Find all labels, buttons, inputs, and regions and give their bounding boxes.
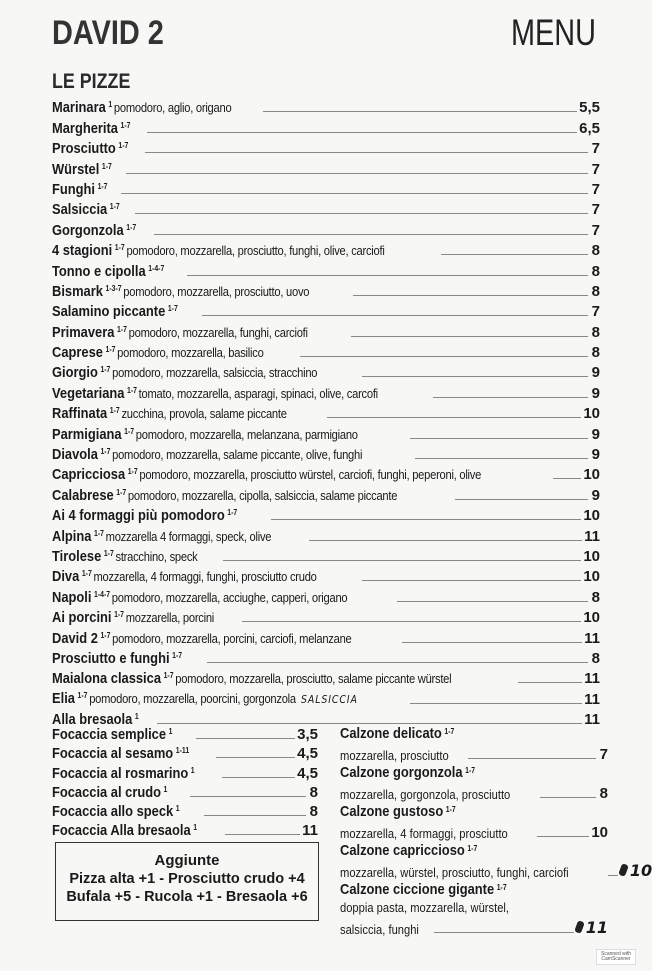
item-price: 11 [584,711,600,729]
allergen-codes: 1-7 [109,406,120,416]
item-description: mozzarella, würstel, prosciutto, funghi, carciofi [340,865,569,880]
item-description: pomodoro, mozzarella, porcini, carciofi, melanzane [112,630,352,646]
calzone-name-row [340,802,608,821]
item-price: 10 [583,609,600,627]
item-price: 8 [591,588,600,606]
item-name: Caprese [52,344,103,362]
focaccia-item [52,801,318,820]
item-price: 4,5 [297,745,318,763]
item-name: Salsiccia [52,201,108,219]
item-price: 7 [591,140,600,158]
item-description: mozzarella, 4 formaggi, funghi, prosciutto crudo [93,569,317,585]
item-description: pomodoro, aglio, origano [113,100,232,116]
menu-item [52,280,600,300]
calzone-name-row [340,763,608,782]
item-price: 7 [599,746,608,763]
item-name: Focaccia Alla bresaola [52,822,191,840]
leader-line [223,560,581,561]
leader-line [433,397,588,398]
item-price: 8 [591,344,600,362]
item-text [340,763,477,782]
leader-line [271,519,581,520]
item-text [340,841,479,860]
item-description: pomodoro, mozzarella, cipolla, salsiccia, salame piccante [127,487,398,503]
allergen-codes: 1-3-7 [105,283,122,293]
item-name: David 2 [52,629,98,647]
item-price: 8 [591,262,600,280]
item-text [52,324,308,341]
item-text [52,784,169,801]
allergen-codes: 1-7 [120,120,131,130]
leader-line [216,757,296,758]
item-price: 10 [583,568,600,586]
leader-line [553,478,581,479]
leader-line [263,111,578,112]
allergen-codes: 1-7 [126,222,137,232]
item-description: pomodoro, mozzarella, acciughe, capperi, origano [111,589,348,605]
leader-line [196,738,295,739]
item-text [52,745,191,762]
item-price: 6,5 [579,119,600,137]
leader-line [204,815,306,816]
leader-line [147,132,577,133]
item-text [52,822,199,839]
item-text [52,364,317,381]
menu-item [52,361,600,381]
item-price: 5,5 [579,99,600,117]
item-name: Margherita [52,119,118,137]
allergen-codes: 1-7 [163,671,174,681]
allergen-codes: 1 [175,803,180,813]
item-price: 10 [629,861,652,880]
menu-item [52,565,600,585]
item-price: 10 [583,547,600,565]
item-description: pomodoro, mozzarella, prosciutto, uovo [123,283,310,299]
item-price: 7 [591,303,600,321]
leader-line [410,438,588,439]
item-text [52,242,385,259]
item-text [52,507,239,524]
allergen-codes: 1 [168,727,173,737]
item-name: Focaccia allo speck [52,802,174,820]
leader-line [202,315,588,316]
item-name: Maialona classica [52,670,162,688]
item-text [52,487,397,504]
item-text [52,140,130,157]
item-price: 9 [591,364,600,382]
item-description: pomodoro, mozzarella, prosciutto, salame piccante würstel [175,671,452,687]
leader-line [135,213,588,214]
focaccia-item [52,724,318,743]
menu-item [52,218,600,238]
allergen-codes: 1-7 [116,487,127,497]
item-description: pomodoro, mozzarella, salame piccante, olive, funghi [112,447,363,463]
item-name: Ai porcini [52,609,112,627]
item-description: mozzarella, porcini [125,610,215,626]
item-name: Raffinata [52,405,108,423]
allergen-codes: 1-7 [496,883,507,892]
scan-badge-line: CamScanner [601,956,631,962]
menu-item [52,504,600,524]
item-price: 10 [583,405,600,423]
item-description: pomodoro, mozzarella, poorcini, gorgonzola [89,690,296,706]
menu-item [52,116,600,136]
item-description: mozzarella, gorgonzola, prosciutto [340,787,511,802]
menu-item [52,687,600,707]
item-price: 9 [591,425,600,443]
leader-line [154,234,588,235]
item-price: 4,5 [297,764,318,782]
item-text [340,724,456,743]
allergen-codes: 1-7 [97,181,108,191]
item-name: Marinara [52,99,106,117]
allergen-codes: 1-7 [167,304,178,314]
item-name: Tonno e cipolla [52,262,146,280]
menu-item [52,259,600,279]
camscanner-badge [596,949,636,965]
item-description: pomodoro, mozzarella, prosciutto würstel, carciofi, funghi, peperoni, olive [139,467,482,483]
aggiunte-title: Aggiunte [154,852,220,869]
leader-line [608,875,618,876]
item-text [52,385,378,402]
item-text [52,630,352,647]
calzone-desc-row [340,860,652,880]
menu-item [52,178,600,198]
calzone-name-row [340,880,608,899]
leader-line [225,834,300,835]
focaccia-item [52,762,318,781]
allergen-codes: 1-4-7 [94,589,111,599]
allergen-codes: 1 [134,712,139,722]
leader-line [434,932,574,933]
item-name: Tirolese [52,547,102,565]
item-name: Focaccia al sesamo [52,745,174,763]
leader-line [518,682,582,683]
calzone-desc-row [340,782,608,802]
allergen-codes: 1 [190,765,195,775]
calzone-name-row [340,724,608,743]
menu-item [52,96,600,116]
menu-item [52,137,600,157]
allergen-codes: 1-7 [114,243,125,253]
item-description: salsiccia, funghi [340,922,419,937]
item-price: 11 [585,918,608,937]
item-name: Capricciosa [52,466,126,484]
leader-line [187,275,588,276]
item-description: pomodoro, mozzarella, salsiccia, stracchino [112,365,318,381]
leader-line [468,758,596,759]
item-name: Prosciutto e funghi [52,649,170,667]
allergen-codes: 1-7 [100,447,111,457]
item-price: 8 [309,783,318,801]
leader-line [126,173,588,174]
allergen-codes: 1-7 [94,528,104,538]
item-text [52,222,138,239]
item-description: mozzarella, prosciutto [340,748,449,763]
pizza-list [52,96,600,728]
item-price: 11 [302,822,318,840]
item-text [52,161,114,178]
menu-item [52,483,600,503]
item-name: Diavola [52,446,98,464]
item-name: Funghi [52,180,95,198]
item-name: Primavera [52,323,115,341]
leader-line [540,797,596,798]
item-description: pomodoro, mozzarella, melanzana, parmigiano [135,426,358,442]
menu-item [52,606,600,626]
leader-line [327,417,581,418]
allergen-codes: 1-7 [124,426,135,436]
item-name: Calabrese [52,486,114,504]
item-text [52,650,184,667]
menu-item [52,463,600,483]
focaccia-item [52,743,318,762]
leader-line [415,458,588,459]
allergen-codes: 1-11 [175,746,190,756]
allergen-codes: 1-7 [467,844,478,853]
aggiunte-line: Pizza alta +1 - Prosciutto crudo +4 [69,871,305,887]
allergen-codes: 1-7 [118,141,129,151]
item-text [340,802,457,821]
item-price: 10 [583,466,600,484]
section-title-pizze: LE PIZZE [52,70,131,93]
allergen-codes: 1-7 [465,766,476,775]
item-name: Calzone gorgonzola [340,764,463,781]
menu-item [52,443,600,463]
item-name: Prosciutto [52,140,116,158]
item-price: 11 [584,629,600,647]
item-name: Giorgio [52,364,98,382]
item-name: Elia [52,689,75,707]
allergen-codes: 1-7 [103,548,114,558]
menu-item [52,647,600,667]
leader-line [309,540,582,541]
calzone-desc-row [340,917,608,937]
item-description: tomato, mozzarella, asparagi, spinaci, olive, carcofi [138,385,378,401]
item-price: 8 [599,785,608,802]
item-price: 8 [591,242,600,260]
leader-line [402,642,582,643]
item-price: 8 [309,802,318,820]
item-description-text: doppia pasta, mozzarella, würstel, [340,900,510,915]
item-price: 7 [591,160,600,178]
item-name: Vegetariana [52,384,125,402]
allergen-codes: 1-7 [77,690,88,700]
item-text [52,283,309,300]
item-price: 9 [591,384,600,402]
allergen-codes: 1-7 [127,467,138,477]
menu-heading: MENU [511,12,596,53]
item-text [52,528,271,545]
aggiunte-box [55,842,319,921]
handwritten-note: SALSICCIA [301,692,358,706]
item-text [52,303,180,320]
leader-line [410,703,583,704]
calzone-name-row [340,841,608,860]
leader-line [441,254,588,255]
menu-item [52,381,600,401]
allergen-codes: 1-7 [227,508,238,518]
allergen-codes: 1-7 [109,202,120,212]
leader-line [145,152,588,153]
item-price: 8 [591,323,600,341]
menu-item [52,157,600,177]
item-description: mozzarella 4 formaggi, speck, olive [105,528,272,544]
item-name: Calzone capriccioso [340,842,465,859]
item-price: 11 [584,690,600,708]
leader-line [121,193,588,194]
item-name: Focaccia semplice [52,726,167,744]
item-description: pomodoro, mozzarella, basilico [117,345,264,361]
allergen-codes: 1 [163,784,168,794]
menu-item [52,341,600,361]
item-name: Gorgonzola [52,221,124,239]
item-name: Calzone delicato [340,725,442,742]
allergen-codes: 1-7 [101,161,112,171]
item-text [52,609,214,626]
leader-line [362,580,582,581]
calzoni-list [340,724,652,937]
item-description: pomodoro, mozzarella, funghi, carciofi [128,324,308,340]
scan-badge-line: Scanned with [600,951,632,957]
item-description: stracchino, speck [115,548,198,564]
item-name: Calzone gustoso [340,803,444,820]
allergen-codes: 1-4-7 [148,263,165,273]
leader-line [455,499,588,500]
allergen-codes: 1-7 [114,610,125,620]
item-description [340,899,608,917]
item-name: Calzone ciccione gigante [340,881,495,898]
item-text [52,201,121,218]
allergen-codes: 1-7 [172,650,183,660]
item-price: 10 [591,824,608,841]
menu-item [52,402,600,422]
item-name: Salamino piccante [52,303,166,321]
leader-line [207,662,588,663]
leader-line [537,836,589,837]
item-name: Würstel [52,160,100,178]
leader-line [242,621,581,622]
crossed-out-price [618,863,629,877]
item-text [52,263,166,280]
allergen-codes: 1-7 [100,630,111,640]
leader-line [353,295,588,296]
item-name: Parmigiana [52,425,122,443]
leader-line [222,777,295,778]
focaccia-item [52,820,318,839]
allergen-codes: 1 [108,100,113,110]
item-price: 10 [583,507,600,525]
allergen-codes: 1 [193,823,198,833]
item-text [52,803,181,820]
item-price: 8 [591,282,600,300]
allergen-codes: 1-7 [105,345,116,355]
item-price: 9 [591,446,600,464]
item-text [52,548,197,565]
item-name: Focaccia al rosmarino [52,764,189,782]
item-text [52,181,109,198]
item-name: Napoli [52,588,92,606]
item-text [52,466,481,483]
item-price: 11 [584,670,600,688]
handwritten-price [620,861,652,880]
item-text [52,446,362,463]
menu-item [52,198,600,218]
item-text [52,726,174,743]
item-price: 7 [591,221,600,239]
restaurant-name: DAVID 2 [52,14,164,52]
menu-item [52,320,600,340]
menu-item [52,585,600,605]
menu-item [52,545,600,565]
item-text [52,690,358,708]
leader-line [190,796,306,797]
item-text [52,120,132,137]
menu-item [52,626,600,646]
menu-item [52,300,600,320]
item-price: 7 [591,201,600,219]
item-name: Diva [52,568,80,586]
item-name: 4 stagioni [52,242,113,260]
item-text [52,426,358,443]
item-text [52,670,451,687]
leader-line [362,376,588,377]
allergen-codes: 1-7 [127,385,137,395]
item-description: mozzarella, 4 formaggi, prosciutto [340,826,508,841]
item-text [52,99,231,116]
item-name: Focaccia al crudo [52,783,161,801]
leader-line [351,336,588,337]
menu-item [52,422,600,442]
allergen-codes: 1-7 [116,324,127,334]
calzone-desc-row [340,743,608,763]
item-name: Alpina [52,527,92,545]
crossed-out-price [574,920,585,934]
calzone-desc-row [340,821,608,841]
allergen-codes: 1-7 [444,727,455,736]
handwritten-price [576,918,608,937]
item-text [52,568,317,585]
item-name: Ai 4 formaggi più pomodoro [52,507,225,525]
item-price: 8 [591,649,600,667]
allergen-codes: 1-7 [100,365,111,375]
item-text [52,344,264,361]
allergen-codes: 1-7 [81,569,92,579]
menu-item [52,667,600,687]
item-price: 3,5 [297,726,318,744]
item-text [340,880,508,899]
leader-line [397,601,588,602]
item-text [52,589,347,606]
item-description: pomodoro, mozzarella, prosciutto, funghi, olive, carciofi [126,243,385,259]
item-price: 11 [584,527,600,545]
menu-item [52,239,600,259]
item-text [52,405,287,422]
item-price: 7 [591,180,600,198]
focacce-list [52,724,318,839]
focaccia-item [52,782,318,801]
allergen-codes: 1-7 [445,805,456,814]
item-name: Alla bresaola [52,711,133,729]
aggiunte-line: Bufala +5 - Rucola +1 - Bresaola +6 [66,889,308,905]
item-text [52,765,196,782]
leader-line [300,356,588,357]
item-description: zucchina, provola, salame piccante [121,406,287,422]
menu-item [52,524,600,544]
item-price: 9 [591,486,600,504]
item-name: Bismark [52,282,103,300]
